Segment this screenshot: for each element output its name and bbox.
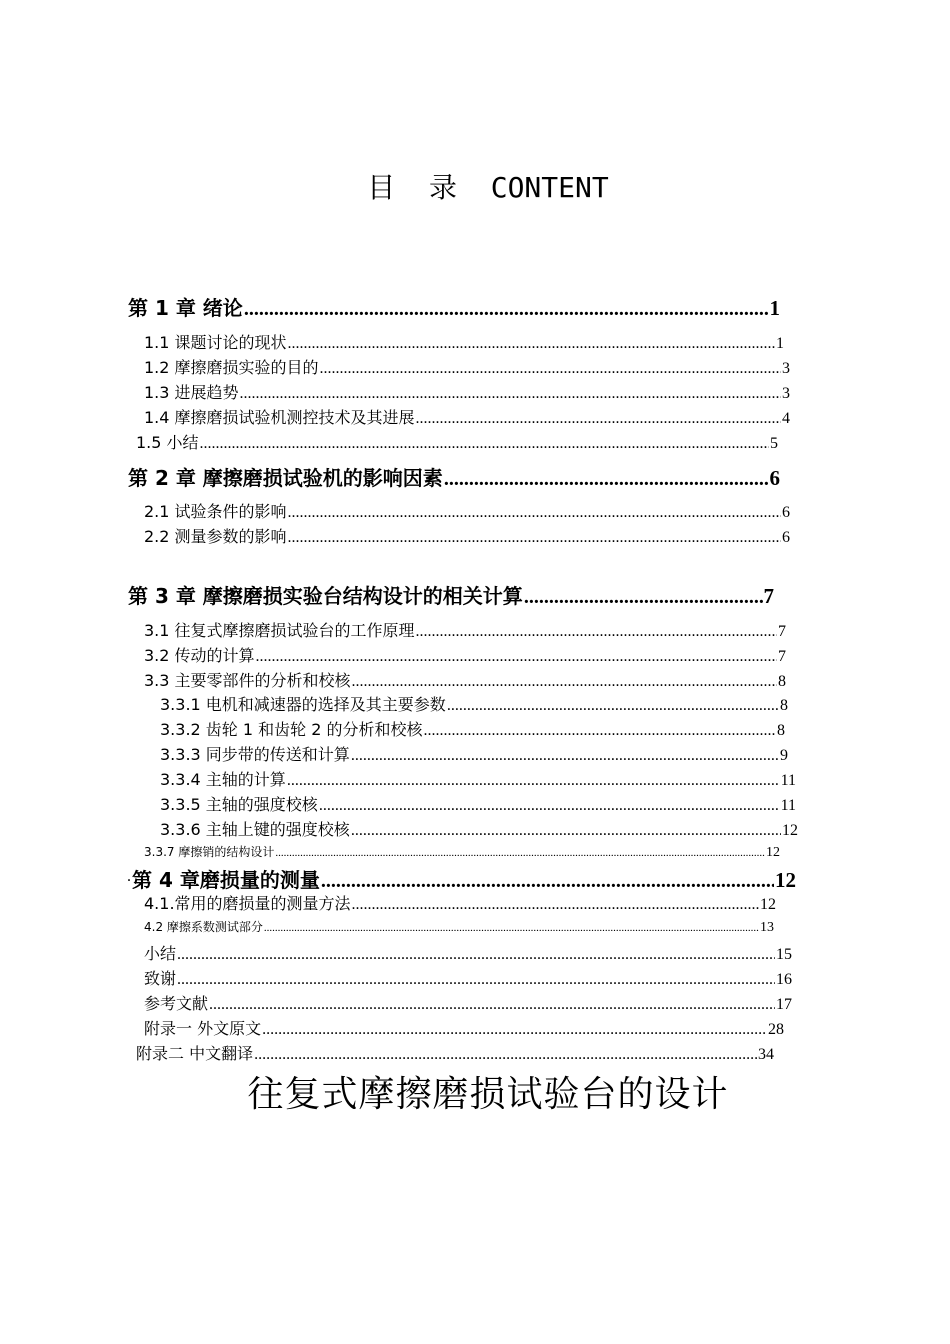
toc-leader xyxy=(177,971,775,988)
toc-label: 3.3 主要零部件的分析和校核 xyxy=(144,671,351,690)
toc-page: 8 xyxy=(778,673,786,690)
toc-section-3-3-3[interactable] xyxy=(160,742,788,764)
toc-label: 3.3.1 电机和减速器的选择及其主要参数 xyxy=(160,695,446,714)
toc-section-3-3-2[interactable] xyxy=(160,717,785,739)
toc-label: 第 1 章 绪论 xyxy=(128,296,243,320)
toc-section-1-5[interactable] xyxy=(136,430,778,452)
toc-chapter-3[interactable] xyxy=(128,580,774,608)
toc-leader xyxy=(209,996,775,1013)
toc-label: 3.3.2 齿轮 1 和齿轮 2 的分析和校核 xyxy=(160,720,423,739)
toc-leader xyxy=(416,623,777,640)
toc-label: 第 3 章 摩擦磨损实验台结构设计的相关计算 xyxy=(128,584,523,608)
toc-section-3-3-4[interactable] xyxy=(160,767,796,789)
toc-page: 15 xyxy=(776,946,792,963)
toc-leader xyxy=(262,1021,767,1038)
toc-label: 附录二 中文翻译 xyxy=(136,1044,254,1063)
toc-page: 12 xyxy=(775,868,796,892)
toc-chapter-1[interactable] xyxy=(128,292,780,320)
toc-section-1-3[interactable] xyxy=(144,380,790,402)
toc-chapter-2[interactable] xyxy=(128,462,780,490)
toc-label: 参考文献 xyxy=(144,994,209,1013)
toc-label: 3.3.4 主轴的计算 xyxy=(160,770,286,789)
toc-page: 7 xyxy=(778,648,786,665)
toc-page: 3 xyxy=(782,385,790,402)
toc-leader xyxy=(200,435,769,452)
toc-summary[interactable] xyxy=(144,941,792,963)
toc-label: 1.4 摩擦磨损试验机测控技术及其进展 xyxy=(144,408,415,427)
toc-leader xyxy=(352,673,777,690)
toc-leader xyxy=(524,586,763,608)
toc-page: 4 xyxy=(782,410,790,427)
toc-label: 3.3.3 同步带的传送和计算 xyxy=(160,745,350,764)
toc-label: 3.3.6 主轴上键的强度校核 xyxy=(160,820,350,839)
toc-page: 1 xyxy=(776,335,784,352)
toc-page: 3 xyxy=(782,360,790,377)
toc-chapter-4[interactable] xyxy=(132,864,796,892)
toc-label: 4.2 摩擦系数测试部分 xyxy=(144,920,263,934)
page-title: 目 录 CONTENT xyxy=(367,171,609,204)
toc-page: 8 xyxy=(780,697,788,714)
toc-lead-dot: . xyxy=(127,868,131,885)
toc-page: 7 xyxy=(778,623,786,640)
toc-leader xyxy=(416,410,781,427)
toc-leader xyxy=(254,1046,757,1063)
toc-label: 3.3.5 主轴的强度校核 xyxy=(160,795,318,814)
toc-section-3-3-5[interactable] xyxy=(160,792,796,814)
toc-label: 致谢 xyxy=(144,969,177,988)
toc-leader xyxy=(244,298,769,320)
toc-section-3-2[interactable] xyxy=(144,643,786,665)
toc-leader xyxy=(351,822,781,839)
toc-label: 3.3.7 摩擦销的结构设计 xyxy=(144,845,275,859)
toc-leader xyxy=(177,946,775,963)
toc-label: 1.2 摩擦磨损实验的目的 xyxy=(144,358,319,377)
toc-page: 12 xyxy=(766,845,780,860)
toc-page: 13 xyxy=(760,920,774,935)
toc-page: 9 xyxy=(780,747,788,764)
toc-page: 16 xyxy=(776,971,792,988)
toc-page: 6 xyxy=(782,504,790,521)
toc-page: 1 xyxy=(769,296,780,320)
toc-label: 附录一 外文原文 xyxy=(144,1019,262,1038)
toc-section-1-1[interactable] xyxy=(144,330,784,352)
toc-label: 第 2 章 摩擦磨损试验机的影响因素 xyxy=(128,466,443,490)
toc-leader xyxy=(288,529,781,546)
toc-page: 34 xyxy=(758,1046,774,1063)
toc-leader xyxy=(352,896,759,913)
toc-label: 1.3 进展趋势 xyxy=(144,383,239,402)
toc-leader xyxy=(240,385,781,402)
toc-leader xyxy=(320,360,781,377)
toc-appendix-2[interactable] xyxy=(136,1041,774,1063)
toc-leader xyxy=(321,870,774,892)
toc-section-2-2[interactable] xyxy=(144,524,790,546)
toc-page: 12 xyxy=(760,896,776,913)
toc-leader xyxy=(319,797,780,814)
toc-leader xyxy=(424,722,776,739)
toc-page: 6 xyxy=(782,529,790,546)
toc-page: 17 xyxy=(776,996,792,1013)
toc-page: 5 xyxy=(770,435,778,452)
toc-leader xyxy=(264,922,759,934)
toc-page: 6 xyxy=(769,466,780,490)
toc-label: 3.2 传动的计算 xyxy=(144,646,255,665)
toc-label: 第 4 章磨损量的测量 xyxy=(132,868,320,892)
toc-label: 2.2 测量参数的影响 xyxy=(144,527,287,546)
toc-page: 11 xyxy=(780,797,796,814)
toc-leader xyxy=(287,772,780,789)
toc-label: 4.1.常用的磨损量的测量方法 xyxy=(144,894,351,913)
toc-page: 12 xyxy=(782,822,798,839)
toc-label: 小结 xyxy=(144,944,177,963)
toc-section-1-2[interactable] xyxy=(144,355,790,377)
toc-label: 3.1 往复式摩擦磨损试验台的工作原理 xyxy=(144,621,415,640)
toc-page: 11 xyxy=(780,772,796,789)
toc-leader xyxy=(275,847,765,859)
toc-leader xyxy=(288,504,781,521)
document-title: 往复式摩擦磨损试验台的设计 xyxy=(247,1074,729,1115)
toc-thanks[interactable] xyxy=(144,966,792,988)
toc-page: 8 xyxy=(777,722,785,739)
toc-leader xyxy=(288,335,775,352)
toc-section-3-3-7[interactable] xyxy=(144,843,780,861)
toc-label: 2.1 试验条件的影响 xyxy=(144,502,287,521)
toc-page: 28 xyxy=(768,1021,784,1038)
toc-section-1-4[interactable] xyxy=(144,405,790,427)
toc-section-2-1[interactable] xyxy=(144,499,790,521)
toc-appendix-1[interactable] xyxy=(144,1016,784,1038)
toc-section-3-3[interactable] xyxy=(144,668,786,690)
toc-leader xyxy=(351,747,779,764)
toc-section-3-3-1[interactable] xyxy=(160,692,788,714)
toc-section-4-2[interactable] xyxy=(144,918,774,936)
toc-section-3-3-6[interactable] xyxy=(160,817,798,839)
toc-section-3-1[interactable] xyxy=(144,618,786,640)
toc-label: 1.1 课题讨论的现状 xyxy=(144,333,287,352)
toc-leader xyxy=(256,648,777,665)
toc-leader xyxy=(444,468,769,490)
toc-label: 1.5 小结 xyxy=(136,433,199,452)
toc-section-4-1[interactable] xyxy=(144,891,776,913)
toc-references[interactable] xyxy=(144,991,792,1013)
toc-page: 7 xyxy=(763,584,774,608)
toc-leader xyxy=(447,697,779,714)
